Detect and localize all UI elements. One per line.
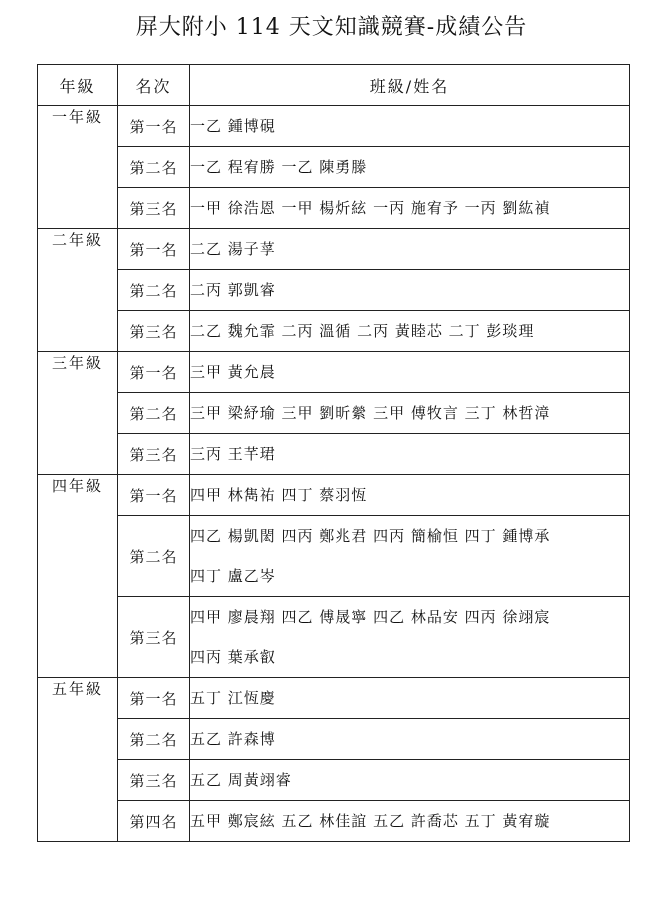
names-cell <box>190 678 630 719</box>
table-row <box>38 188 630 229</box>
names-cell <box>190 188 630 229</box>
rank-cell: 第一名 <box>118 678 190 719</box>
names-cell <box>190 475 630 516</box>
names-cell <box>190 393 630 434</box>
table-row <box>38 719 630 760</box>
rank-cell: 第二名 <box>118 270 190 311</box>
table-row <box>38 270 630 311</box>
names-line: 二乙 湯子莩 <box>190 240 276 258</box>
names-line: 三甲 梁紓瑜 三甲 劉昕縈 三甲 傅牧言 三丁 林哲漳 <box>190 404 551 422</box>
table-row <box>38 229 630 270</box>
names-cell <box>190 229 630 270</box>
grade-cell: 四年級 <box>38 475 118 678</box>
rank-cell: 第三名 <box>118 597 190 678</box>
header-rank: 名次 <box>118 65 190 106</box>
names-line: 五乙 周黃翊睿 <box>190 771 292 789</box>
table-row <box>38 597 630 678</box>
rank-cell: 第三名 <box>118 434 190 475</box>
table-row <box>38 678 630 719</box>
rank-cell: 第一名 <box>118 106 190 147</box>
names-line: 四丙 葉承叡 <box>190 648 276 666</box>
grade-cell: 三年級 <box>38 352 118 475</box>
names-cell <box>190 597 630 678</box>
names-cell <box>190 719 630 760</box>
rank-cell: 第三名 <box>118 760 190 801</box>
rank-cell: 第一名 <box>118 229 190 270</box>
names-line: 四甲 廖晨翔 四乙 傅晟寧 四乙 林品安 四丙 徐翊宸 <box>190 608 551 626</box>
table-row <box>38 801 630 842</box>
table-row <box>38 516 630 597</box>
table-row <box>38 106 630 147</box>
results-body <box>38 106 630 842</box>
names-line: 五乙 許森博 <box>190 730 276 748</box>
names-cell <box>190 801 630 842</box>
table-header-row <box>38 65 630 106</box>
names-cell <box>190 434 630 475</box>
names-line: 四丁 盧乙岑 <box>190 567 276 585</box>
names-line: 五丁 江恆慶 <box>190 689 276 707</box>
names-line: 一乙 程宥勝 一乙 陳勇滕 <box>190 158 368 176</box>
rank-cell: 第三名 <box>118 311 190 352</box>
names-cell <box>190 352 630 393</box>
rank-cell: 第三名 <box>118 188 190 229</box>
rank-cell: 第二名 <box>118 393 190 434</box>
grade-cell: 一年級 <box>38 106 118 229</box>
page-title: 屏大附小 114 天文知識競賽-成績公告 <box>135 15 528 40</box>
grade-cell: 五年級 <box>38 678 118 842</box>
rank-cell: 第四名 <box>118 801 190 842</box>
names-cell <box>190 760 630 801</box>
table-row <box>38 434 630 475</box>
table-row <box>38 475 630 516</box>
table-row <box>38 311 630 352</box>
names-line: 三甲 黃允晨 <box>190 363 276 381</box>
names-cell <box>190 270 630 311</box>
rank-cell: 第二名 <box>118 719 190 760</box>
names-line: 四乙 楊凱閎 四丙 鄭兆君 四丙 簡榆恒 四丁 鍾博承 <box>190 527 551 545</box>
names-line: 三丙 王芊珺 <box>190 445 276 463</box>
names-line: 二丙 郭凱睿 <box>190 281 276 299</box>
rank-cell: 第二名 <box>118 516 190 597</box>
names-line: 一乙 鍾博硯 <box>190 117 276 135</box>
names-cell <box>190 147 630 188</box>
names-cell <box>190 516 630 597</box>
names-line: 四甲 林雋祐 四丁 蔡羽恆 <box>190 486 368 504</box>
names-cell <box>190 311 630 352</box>
grade-cell: 二年級 <box>38 229 118 352</box>
rank-cell: 第一名 <box>118 475 190 516</box>
names-line: 五甲 鄭宸絃 五乙 林佳誼 五乙 許喬芯 五丁 黃宥璇 <box>190 812 551 830</box>
names-line: 一甲 徐浩恩 一甲 楊炘絃 一丙 施宥予 一丙 劉紘禎 <box>190 199 551 217</box>
table-row <box>38 393 630 434</box>
rank-cell: 第一名 <box>118 352 190 393</box>
table-row <box>38 760 630 801</box>
results-table <box>37 64 630 842</box>
table-row <box>38 352 630 393</box>
names-line: 二乙 魏允霏 二丙 溫循 二丙 黃睦芯 二丁 彭琰理 <box>190 322 535 340</box>
names-cell <box>190 106 630 147</box>
rank-cell: 第二名 <box>118 147 190 188</box>
table-row <box>38 147 630 188</box>
header-names: 班級/姓名 <box>190 65 630 106</box>
header-grade: 年級 <box>38 65 118 106</box>
